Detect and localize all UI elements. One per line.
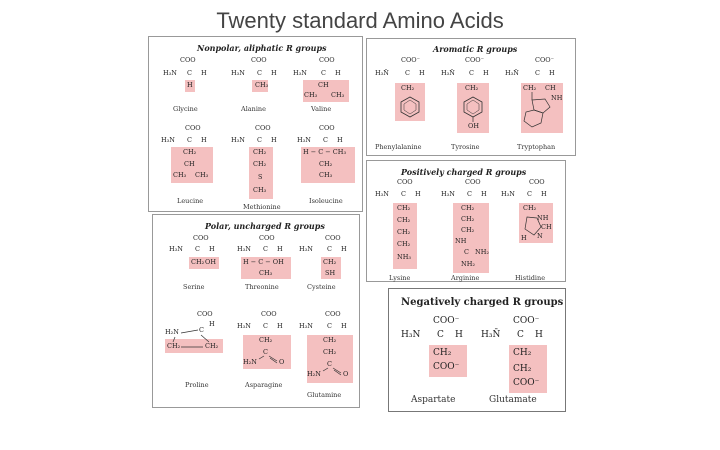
h3n-label: H₃N [299,245,313,253]
h-label: H [201,69,207,77]
c-label: C [195,245,200,253]
c-label: C [263,245,268,253]
r-oh-label: OH [468,122,479,130]
r-ch3-label: CH₃ [255,81,269,89]
r-ch3-label: CH₃ [173,171,187,179]
molecule-glutamine [299,309,359,405]
r-h2n-label: H₂N [243,358,257,366]
h-label: H [483,69,489,77]
r-ch2-label: CH₂ [397,228,411,236]
c-label: C [401,190,406,198]
coo-label: COO⁻ [401,56,421,64]
r-ch3-label: CH₃ [331,91,345,99]
h-label: H [481,190,487,198]
panel-title: Polar, uncharged R groups [205,221,325,231]
name-label: Glutamate [489,395,537,405]
coo-label: COO [325,234,341,242]
name-label: Lysine [389,274,411,282]
molecule-arginine [437,177,501,283]
molecule-serine [165,233,227,305]
name-label: Arginine [451,274,480,282]
c-label: C [327,245,332,253]
r-ch2-label: CH₂ [397,216,411,224]
r-hcoh-label: H − C − OH [243,258,284,266]
h3n-label: H₃N [501,190,515,198]
coo-label: COO [319,124,335,132]
h3n-label: H₃N [401,330,421,340]
h-label: H [209,320,215,328]
coo-label: COO [185,124,201,132]
r-ch2-label: CH₂ [461,226,475,234]
h-label: H [419,69,425,77]
molecule-proline [163,309,229,405]
r-ch-label: CH [541,223,552,231]
h-label: H [277,245,283,253]
h3n-label: H₃N [231,136,245,144]
r-coo-label: COO⁻ [513,378,540,388]
molecule-cysteine [299,233,359,305]
r-ch2-label: CH₂ [513,348,532,358]
coo-label: COO [197,310,213,318]
coo-label: COO [193,234,209,242]
molecule-valine [293,55,359,125]
panel-polar [152,214,360,408]
h-label: H [455,330,463,340]
r-ch2-label: CH₂ [167,342,181,350]
r-ch2-label: CH₂ [397,204,411,212]
molecule-methionine [227,125,291,211]
h3n-label: H₃N [163,69,177,77]
pyrrolidine-ring-icon [163,309,229,405]
name-label: Aspartate [411,395,456,405]
molecule-glutamate [481,313,565,411]
coo-label: COO [529,178,545,186]
panel-aromatic [366,38,576,156]
molecule-tyrosine [441,55,505,155]
r-ch2-label: CH₂ [323,336,337,344]
imidazole-ring-icon [501,177,565,283]
h-label: H [201,136,207,144]
name-label: Threonine [245,283,279,291]
h3n-label: H₃N̄ [505,69,519,77]
name-label: Isoleucine [309,197,343,205]
name-label: Histidine [515,274,546,282]
r-nh-label: NH [455,237,467,245]
c-label: C [535,69,540,77]
c-label: C [327,322,332,330]
h3n-label: H₃N [237,322,251,330]
h3n-label: H₃N [231,69,245,77]
c-label: C [405,69,410,77]
h3n-label: H₃N̄ [481,330,501,340]
r-ch2-label: CH₂ [513,364,532,374]
r-ch2-label: CH₂ [433,348,452,358]
h3n-label: H₃N̄ [375,69,389,77]
name-label: Phenylalanine [375,143,422,151]
r-ch2-label: CH₂ [461,215,475,223]
c-label: C [257,69,262,77]
molecule-histidine [501,177,565,283]
page-title: Twenty standard Amino Acids [216,8,504,33]
c-label: C [263,322,268,330]
coo-label: COO [259,234,275,242]
c-label: C [527,190,532,198]
amide-bond-lines [237,309,297,405]
r-ch2-label: CH₂ [465,84,479,92]
c-label: C [323,136,328,144]
r-ch2-label: CH₂ [253,160,267,168]
name-label: Glycine [173,105,198,113]
coo-label: COO⁻ [465,56,485,64]
h3n-label: H₃N [237,245,251,253]
name-label: Leucine [177,197,204,205]
r-ch2-label: CH₂ [401,84,415,92]
r-hcch3-label: H − C − CH₃ [303,148,347,156]
h-label: H [277,322,283,330]
panel-title: Positively charged R groups [401,167,527,177]
c-label: C [437,330,444,340]
coo-label: COO [261,310,277,318]
r-nh2-label: NH₂ [475,248,489,256]
r-h-label: H [187,81,193,89]
h-label: H [535,330,543,340]
r-ch3-label: CH₃ [253,186,267,194]
h-label: H [271,136,277,144]
h-label: H [337,136,343,144]
c-label: C [467,190,472,198]
panel-positive [366,160,566,282]
coo-label: COO⁻ [433,316,460,326]
coo-label: COO [465,178,481,186]
h-label: H [415,190,421,198]
h3n-label: H₃N [293,69,307,77]
h3n-label: H₃N [169,245,183,253]
r-ch2-label: CH₂ [253,148,267,156]
r-c-label: C [464,248,469,256]
r-ch2-label: CH₂ [191,258,205,266]
h3n-label: H₃N [375,190,389,198]
r-ch2-label: CH₂ [323,348,337,356]
indole-ring-icon [505,55,575,155]
h3n-label: H₃N [161,136,175,144]
r-s-label: S [258,173,263,181]
r-ch3-label: CH₃ [195,171,209,179]
h-label: H [541,190,547,198]
h-label: H [335,69,341,77]
name-label: Serine [183,283,205,291]
r-ch3-label: CH₃ [259,269,273,277]
r-o-label: O [279,358,285,366]
r-oh-label: OH [205,258,216,266]
name-label: Alanine [241,105,266,113]
molecule-threonine [237,233,297,305]
coo-label: COO⁻ [535,56,555,64]
r-ch3-label: CH₃ [304,91,318,99]
phenol-ring-icon [441,55,505,155]
molecule-aspartate [399,313,477,411]
name-label: Cysteine [307,283,336,291]
coo-label: COO [319,56,335,64]
h-label: H [209,245,215,253]
coo-label: COO [180,56,196,64]
h-label: H [341,322,347,330]
r-ch2-label: CH₂ [319,160,333,168]
r-o-label: O [343,370,349,378]
r-h-label: H [521,234,527,242]
panel-title: Nonpolar, aliphatic R groups [197,43,327,53]
molecule-isoleucine [297,125,361,211]
coo-label: COO [255,124,271,132]
r-nh-label: NH [537,214,549,222]
h-label: H [341,245,347,253]
h-label: H [549,69,555,77]
molecule-tryptophan [505,55,575,155]
panel-negative [388,288,566,412]
h2n-label: H₂N [165,328,179,336]
name-label: Valine [311,105,332,113]
c-label: C [469,69,474,77]
name-label: Asparagine [245,381,283,389]
r-ch-label: CH [545,84,556,92]
r-ch-label: CH [318,81,329,89]
r-ch2-label: CH₂ [183,148,197,156]
name-label: Glutamine [307,391,342,399]
name-label: Methionine [243,203,281,211]
name-label: Proline [185,381,209,389]
r-ch2-label: CH₂ [323,258,337,266]
h3n-label: H₃N̄ [441,69,455,77]
c-label: C [187,136,192,144]
r-c-label: C [327,360,332,368]
benzene-ring-icon [375,55,439,155]
r-n-label: N [537,232,543,240]
coo-label: COO [325,310,341,318]
r-coo-label: COO⁻ [433,362,460,372]
r-ch2-label: CH₂ [397,240,411,248]
molecule-phenylalanine [375,55,439,155]
c-label: C [321,69,326,77]
h3n-label: H₃N [297,136,311,144]
molecule-alanine [231,55,291,125]
panel-title: Aromatic R groups [433,44,518,54]
h3n-label: H₃N [441,190,455,198]
coo-label: COO [251,56,267,64]
r-ch2-label: CH₂ [259,336,273,344]
h-label: H [271,69,277,77]
r-ch2-label: CH₂ [523,204,537,212]
c-label: C [187,69,192,77]
panel-nonpolar [148,36,363,212]
molecule-asparagine [237,309,297,405]
molecule-glycine [163,55,223,125]
r-sh-label: SH [325,269,336,277]
r-nh3-label: NH₃ [397,253,411,261]
c-label: C [257,136,262,144]
r-ch2-label: CH₂ [205,342,219,350]
name-label: Tyrosine [451,143,480,151]
r-ch-label: CH [184,160,195,168]
molecule-lysine [371,177,431,283]
c-label: C [517,330,524,340]
r-ch3-label: CH₃ [319,171,333,179]
r-h2n-label: H₂N [307,370,321,378]
r-nh2-label: NH₂ [461,260,475,268]
c-label: C [199,326,204,334]
r-c-label: C [263,348,268,356]
coo-label: COO [397,178,413,186]
h3n-label: H₃N [299,322,313,330]
coo-label: COO⁻ [513,316,540,326]
molecule-leucine [161,125,223,211]
r-ch2-label: CH₂ [523,84,537,92]
r-nh-label: NH [551,94,563,102]
r-ch2-label: CH₂ [461,204,475,212]
name-label: Tryptophan [517,143,556,151]
panel-title: Negatively charged R groups [401,297,564,308]
